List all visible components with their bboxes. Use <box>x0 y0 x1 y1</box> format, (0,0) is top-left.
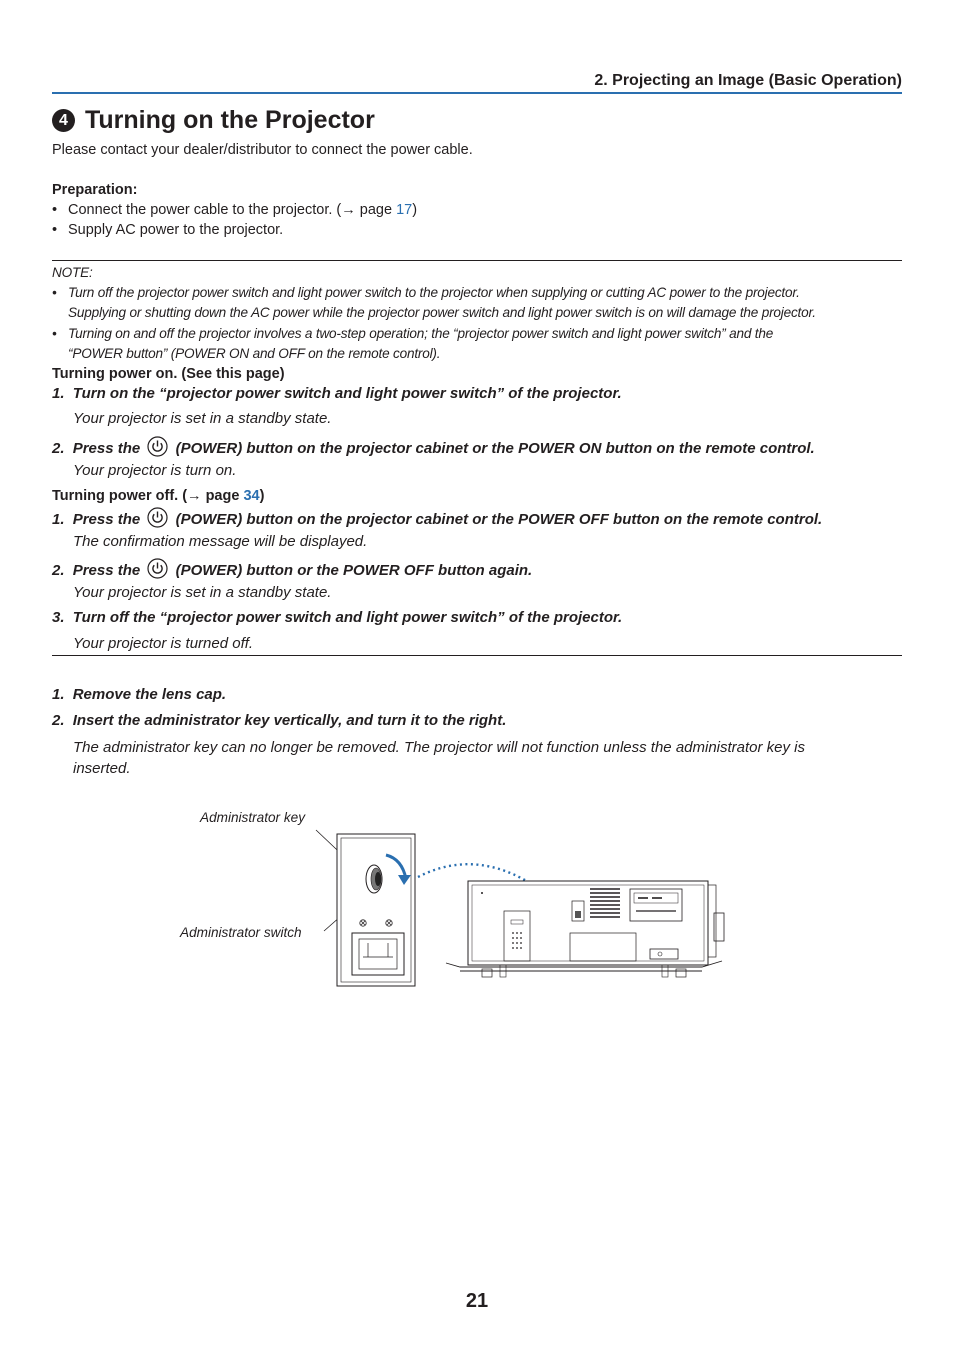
power-on-step-2: 2. Press the (POWER) button on the projector cabinet or the POWER ON button on the remote control. <box>52 436 815 457</box>
projector-illustration <box>310 825 730 990</box>
power-off-step-3-result: Your projector is turned off. <box>73 635 254 652</box>
power-on-heading: Turning power on. (See this page) <box>52 366 285 382</box>
administrator-key-label: Administrator key <box>200 810 306 825</box>
power-on-step-2-result: Your projector is turn on. <box>73 462 237 479</box>
note-item-1: • Turn off the projector power switch and light power switch to the projector when supplying or cutting AC power to the projector. Supplying or shutting down the AC power while the projector power switch and light power switch is on will damage the projector. <box>52 285 816 320</box>
page-number: 21 <box>465 1290 489 1312</box>
step-1: 1. Remove the lens cap. <box>52 686 227 703</box>
title-text: Turning on the Projector <box>85 106 375 134</box>
step-number-badge: 4 <box>52 109 75 132</box>
note-item-2: • Turning on and off the projector involves a two-step operation; the “projector power switch and light power switch” and the “POWER button” (POWER ON and OFF on the remote control). <box>52 326 774 361</box>
section-header: 2. Projecting an Image (Basic Operation) <box>594 72 902 89</box>
note-top-rule <box>52 260 902 261</box>
bullet: • <box>52 326 57 341</box>
power-icon <box>147 558 168 579</box>
page-link-17[interactable]: 17 <box>396 202 413 218</box>
power-off-step-3: 3. Turn off the “projector power switch and light power switch” of the projector. <box>52 609 623 626</box>
page-title <box>52 106 375 135</box>
power-on-step-1: 1. Turn on the “projector power switch and light power switch” of the projector. <box>52 385 622 402</box>
power-off-heading: Turning power off. (→ page 34) <box>52 488 265 504</box>
intro-text: Please contact your dealer/distributor to connect the power cable. <box>52 142 473 158</box>
power-off-step-1-result: The confirmation message will be displayed. <box>73 533 368 550</box>
power-on-step-1-result: Your projector is set in a standby state. <box>73 410 332 427</box>
header-rule <box>52 92 902 94</box>
preparation-item-2: • Supply AC power to the projector. <box>52 222 284 238</box>
administrator-switch-label: Administrator switch <box>180 925 302 940</box>
projector-body <box>446 881 724 977</box>
preparation-label: Preparation: <box>52 182 138 198</box>
power-off-step-2: 2. Press the (POWER) button or the POWER OFF button again. <box>52 558 532 579</box>
bullet: • <box>52 222 58 238</box>
power-off-step-1: 1. Press the (POWER) button on the projector cabinet or the POWER OFF button on the remote control. <box>52 507 822 528</box>
administrator-switch-panel <box>337 834 415 986</box>
bullet: • <box>52 202 58 218</box>
note-bottom-rule <box>52 655 902 656</box>
note-label: NOTE: <box>52 265 93 280</box>
power-icon <box>147 436 168 457</box>
power-icon <box>147 507 168 528</box>
step-2: 2. Insert the administrator key vertically, and turn it to the right. <box>52 712 507 729</box>
bullet: • <box>52 285 57 300</box>
page-link-34[interactable]: 34 <box>243 488 260 504</box>
step-2-description: The administrator key can no longer be removed. The projector will not function unless the administrator key is inserted. <box>73 739 806 777</box>
power-off-step-2-result: Your projector is set in a standby state. <box>73 584 332 601</box>
preparation-item-1: • Connect the power cable to the projector. (→ page 17) <box>52 202 418 218</box>
